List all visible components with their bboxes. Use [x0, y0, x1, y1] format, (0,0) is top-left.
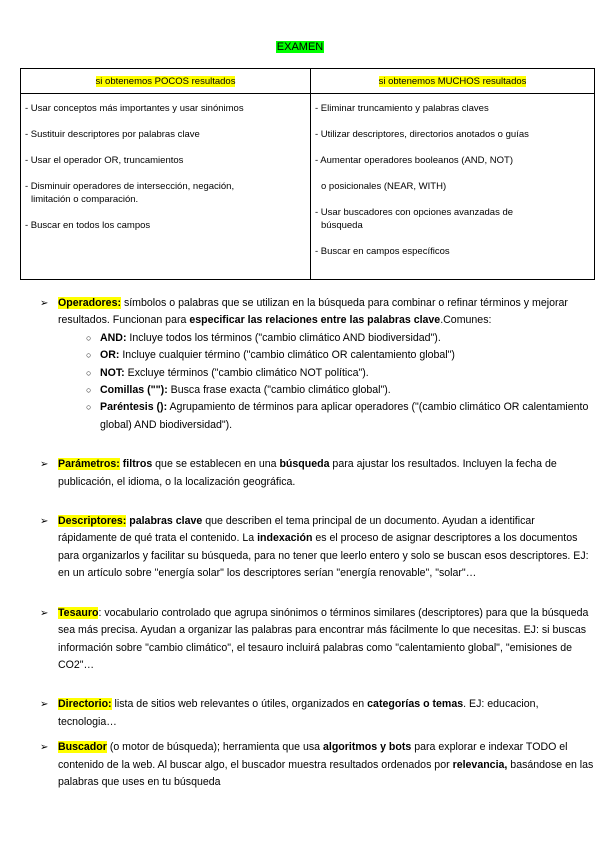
definition-buscador: ➢ Buscador (o motor de búsqueda); herramienta que usa algoritmos y bots para explorar e indexar TODO el contenido de la web. Al buscar algo, el buscador muestra resultados ordenados por relevancia, basándose en las palabras que uses en tu búsqueda — [40, 741, 594, 788]
arrow-bullet-icon: ➢ — [40, 516, 49, 528]
list-item: ○ AND: Incluye todos los términos ("cambio climático AND biodiversidad"). — [86, 330, 596, 347]
list-item: ○ Comillas (""): Busca frase exacta ("cambio climático global"). — [86, 382, 596, 399]
list-item: - Disminuir operadores de intersección, negación, — [25, 181, 235, 192]
definitions-list — [36, 295, 596, 791]
definition-parametros: ➢ Parámetros: filtros que se establecen en una búsqueda para ajustar los resultados. Incluyen la fecha de publicación, el idioma, o la localización geográfica. — [40, 458, 557, 488]
list-item: o posicionales (NEAR, WITH) — [321, 181, 447, 192]
list-item: - Sustituir descriptores por palabras clave — [25, 129, 200, 140]
arrow-bullet-icon: ➢ — [40, 742, 49, 754]
arrow-bullet-icon: ➢ — [40, 699, 49, 711]
arrow-bullet-icon: ➢ — [40, 459, 49, 471]
few-results-list — [21, 94, 310, 232]
arrow-bullet-icon: ➢ — [40, 298, 49, 309]
right-column-cell — [311, 94, 595, 280]
list-item: - Utilizar descriptores, directorios anotados o guías — [315, 129, 529, 140]
list-item: limitación o comparación. — [31, 194, 139, 205]
list-item: ○ Paréntesis (): Agrupamiento de términos para aplicar operadores ("(cambio climático OR calentamiento global) AND biodiversidad"). — [86, 401, 589, 431]
circle-bullet-icon: ○ — [86, 350, 92, 361]
circle-bullet-icon: ○ — [86, 385, 92, 396]
document-title: EXAMEN — [276, 41, 324, 53]
list-item: búsqueda — [321, 220, 363, 231]
list-item: - Aumentar operadores booleanos (AND, NOT) — [315, 155, 514, 166]
circle-bullet-icon: ○ — [86, 332, 92, 343]
left-column-cell — [21, 94, 311, 280]
list-item: - Usar conceptos más importantes y usar sinónimos — [25, 103, 244, 114]
list-item: ○ NOT: Excluye términos ("cambio climático NOT política"). — [86, 365, 596, 382]
right-column-header: si obtenemos MUCHOS resultados — [311, 69, 595, 94]
list-item: - Buscar en campos específicos — [315, 246, 450, 257]
left-column-header: si obtenemos POCOS resultados — [21, 69, 311, 94]
list-item: - Usar el operador OR, truncamientos — [25, 155, 184, 166]
definition-descriptores: ➢ Descriptores: palabras clave que describen el tema principal de un documento. Ayudan a identificar rápidamente de qué trata el contenido. La indexación es el proceso de asignar descriptores a los documentos para organizarlos y facilitar su búsqueda, para no tener que leerlo entero y solo se buscan esos descriptores. EJ: en un artículo sobre "energía solar" los descriptores serían "energía renovable", "solar"… — [40, 515, 589, 580]
operator-sublist — [58, 330, 596, 434]
list-item: - Usar buscadores con opciones avanzadas de — [315, 207, 514, 218]
definition-tesauro: ➢ Tesauro: vocabulario controlado que agrupa sinónimos o términos similares (descriptores) para que la búsqueda sea más precisa. Ayudan a organizar las palabras para encontrar más fácilmente lo que necesitas. EJ: si buscas información sobre "cambio climático", el tesauro incluirá palabras como "calentamiento global", "emisiones de CO2"… — [40, 606, 589, 671]
circle-bullet-icon: ○ — [86, 367, 92, 378]
circle-bullet-icon: ○ — [86, 402, 92, 413]
definition-directorio: ➢ Directorio: lista de sitios web relevantes o útiles, organizados en categorías o temas. EJ: educacion, tecnologia… — [40, 698, 539, 728]
comparison-table — [20, 68, 595, 280]
list-item: - Eliminar truncamiento y palabras claves — [315, 103, 489, 114]
list-item: ○ OR: Incluye cualquier término ("cambio climático OR calentamiento global") — [86, 347, 596, 364]
arrow-bullet-icon: ➢ — [40, 607, 49, 619]
definition-operadores: ➢ Operadores: símbolos o palabras que se utilizan en la búsqueda para combinar o refinar términos y mejorar resultados. Funcionan para especificar las relaciones entre las palabras clave.Comunes: ○ AND: Incluye todos los términos ("cambio climático AND biodiversidad"). ○ OR: Incluye cualquier término ("cambio climático OR calentamiento global") ○ NOT: Excluye términos ("cambio climático NOT política"). ○ Comillas (""): Busca frase exacta ("cambio climático global"). ○ Paréntesis (): Agrupamiento de términos para aplicar operadores ("(cambio climático OR calentamiento global) AND biodiversidad"). — [36, 295, 596, 434]
list-item: - Buscar en todos los campos — [25, 220, 151, 231]
many-results-list — [311, 94, 594, 258]
